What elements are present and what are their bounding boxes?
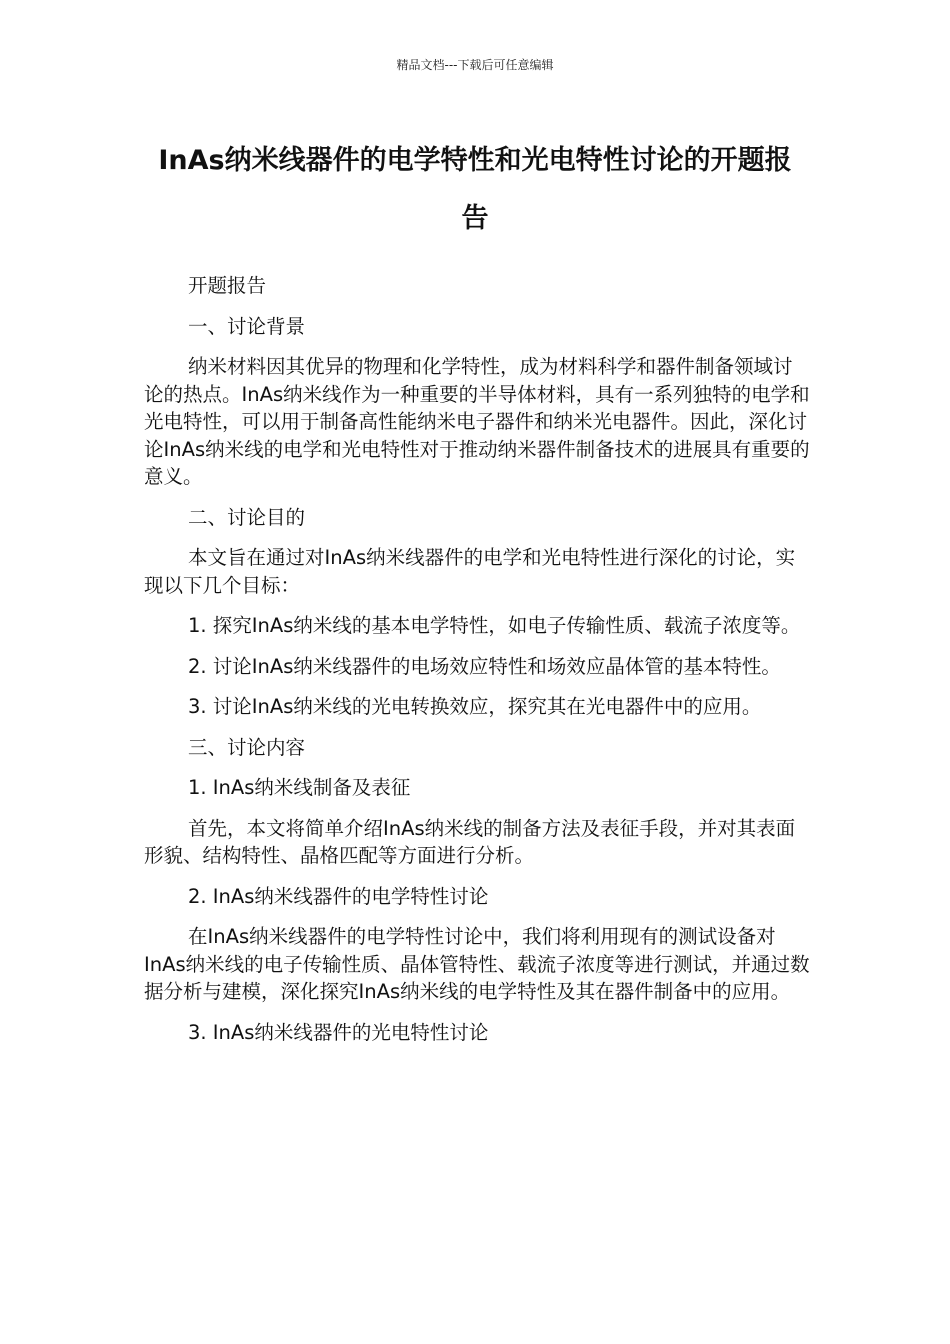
paragraph-purpose: 本文旨在通过对InAs纳米线器件的电学和光电特性进行深化的讨论，实现以下几个目标： [144,546,796,597]
heading-content: 三、讨论内容 [188,735,306,759]
page-header: 精品文档---下载后可任意编辑 [396,58,554,72]
document-title: InAs纳米线器件的电学特性和光电特性讨论的开题报告 [158,145,792,234]
subheading-optoelectronic: 3. InAs纳米线器件的光电特性讨论 [188,1020,489,1044]
paragraph-electrical: 在InAs纳米线器件的电学特性讨论中，我们将利用现有的测试设备对InAs纳米线的电子传输性质、晶体管特性、载流子浓度等进行测试，并通过数据分析与建模，深化探究InAs纳米线的电学特性及其在器件制备中的应用。 [144,925,810,1003]
subheading-electrical: 2. InAs纳米线器件的电学特性讨论 [188,884,489,908]
goal-item-3: 3. 讨论InAs纳米线的光电转换效应，探究其在光电器件中的应用。 [188,695,762,718]
paragraph-preparation: 首先，本文将简单介绍InAs纳米线的制备方法及表征手段，并对其表面形貌、结构特性、晶格匹配等方面进行分析。 [144,816,796,867]
paragraph-report-label: 开题报告 [188,274,267,297]
document-body [144,272,810,1059]
heading-background: 一、讨论背景 [188,314,306,338]
goal-item-2: 2. 讨论InAs纳米线器件的电场效应特性和场效应晶体管的基本特性。 [188,654,781,678]
subheading-preparation: 1. InAs纳米线制备及表征 [188,776,411,799]
heading-purpose: 二、讨论目的 [188,505,306,529]
paragraph-background: 纳米材料因其优异的物理和化学特性，成为材料科学和器件制备领域讨论的热点。InAs纳米线作为一种重要的半导体材料，具有一系列独特的电学和光电特性，可以用于制备高性能纳米电子器件和纳米光电器件。因此，深化讨论InAs纳米线的电学和光电特性对于推动纳米器件制备技术的进展具有重要的意义。 [144,355,810,488]
goal-item-1: 1. 探究InAs纳米线的基本电学特性，如电子传输性质、载流子浓度等。 [188,614,801,637]
